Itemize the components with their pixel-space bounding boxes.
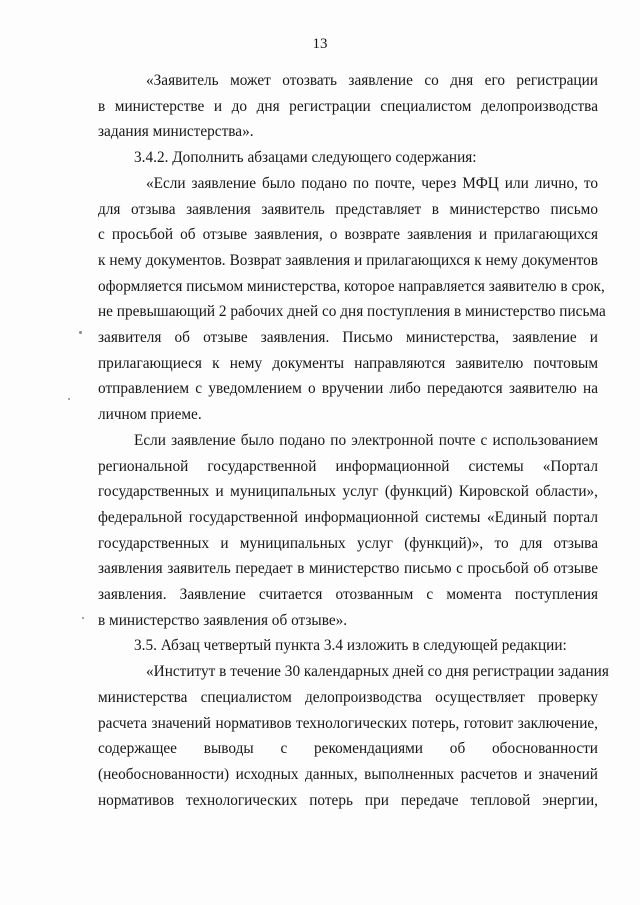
scan-speck (68, 398, 70, 400)
text-line: к нему документов. Возврат заявления и прилагающихся к нему документов (98, 251, 598, 269)
text-line: расчета значений нормативов технологических потерь, готовит заключение, (98, 714, 598, 732)
text-line: «Заявитель может отозвать заявление со дня его регистрации (146, 72, 598, 89)
text-line: министерства специалистом делопроизводства осуществляет проверку (98, 688, 598, 706)
text-line: государственных и муниципальных услуг (функций) Кировской области», (98, 483, 598, 501)
text-line: федеральной государственной информационной системы «Единый портал (98, 508, 598, 526)
text-line: личном приеме. (98, 406, 202, 424)
text-line: содержащее выводы с рекомендациями об обоснованности (98, 740, 598, 758)
text-line: с просьбой об отзыве заявления, о возврате заявления и прилагающихся (98, 226, 598, 244)
text-line: прилагающиеся к нему документы направляются заявителю почтовым (98, 354, 598, 372)
text-line: «Институт в течение 30 календарных дней со дня регистрации задания (146, 663, 609, 681)
scan-speck (79, 331, 82, 334)
text-line: Если заявление было подано по электронной почте с использованием (134, 431, 598, 449)
text-line: 3.4.2. Дополнить абзацами следующего содержания: (134, 149, 477, 167)
page-number: 13 (312, 36, 328, 52)
scan-speck (82, 617, 84, 619)
text-line: 3.5. Абзац четвертый пункта 3.4 изложить в следующей редакции: (134, 637, 567, 655)
text-line: «Если заявление было подано по почте, через МФЦ или лично, то (146, 174, 598, 192)
text-line: (необоснованности) исходных данных, выполненных расчетов и значений (98, 765, 598, 783)
text-line: не превышающий 2 рабочих дней со дня поступления в министерство письма (98, 303, 606, 321)
text-line: заявителя об отзыве заявления. Письмо министерства, заявление и (98, 329, 598, 346)
text-line: в министерстве и до дня регистрации специалистом делопроизводства (98, 97, 598, 115)
text-line: задания министерства». (98, 123, 254, 141)
text-line: для отзыва заявления заявитель представляет в министерство письмо (98, 200, 598, 218)
text-line: в министерство заявления об отзыве». (98, 611, 348, 629)
text-line: региональной государственной информационной системы «Портал (98, 457, 598, 475)
text-line: заявления. Заявление считается отозванным с момента поступления (98, 586, 598, 603)
text-line: заявления заявитель передает в министерство письмо с просьбой об отзыве (98, 560, 598, 578)
text-line: отправлением с уведомлением о вручении либо передаются заявителю на (98, 380, 598, 398)
text-line: государственных и муниципальных услуг (функций)», то для отзыва (98, 534, 598, 552)
text-line: нормативов технологических потерь при передаче тепловой энергии, (98, 791, 598, 809)
text-line: оформляется письмом министерства, которое направляется заявителю в срок, (98, 277, 605, 295)
